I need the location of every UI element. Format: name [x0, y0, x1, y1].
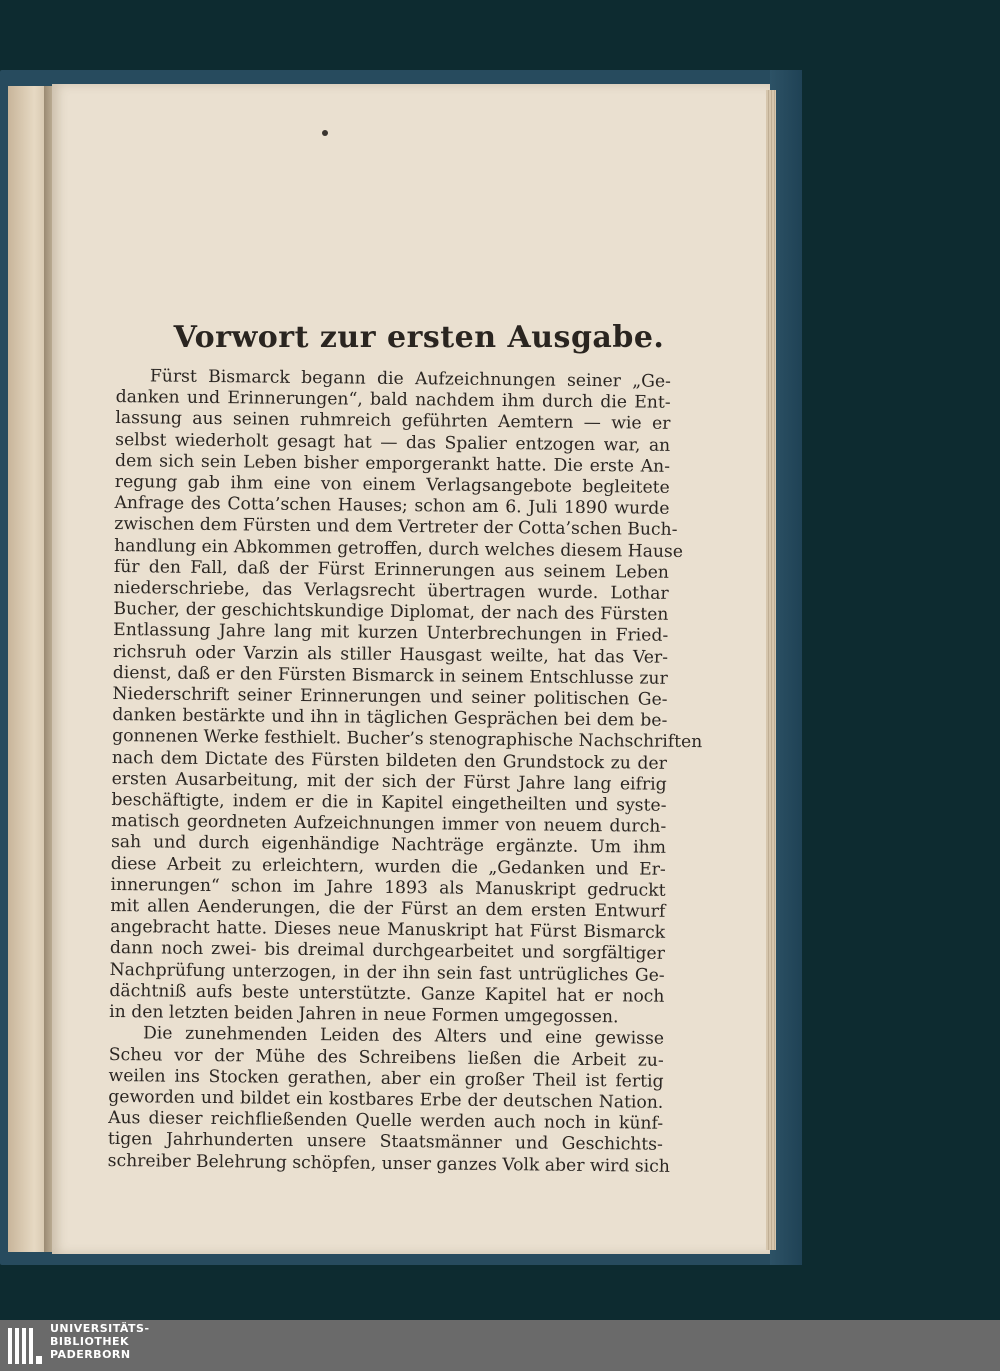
text-line: Niederschrift seiner Erinnerungen und seiner politischen Ge- — [112, 684, 668, 710]
text-line: geworden und bildet ein kostbares Erbe der deutschen Nation. — [108, 1086, 664, 1113]
text-line: diese Arbeit zu erleichtern, wurden die „Gedanken und Er- — [110, 853, 666, 880]
text-line: dann noch zwei- bis dreimal durchgearbeitet und sorgfältiger — [109, 938, 665, 965]
text-line: tigen Jahrhunderten unsere Staatsmänner und Geschichts- — [107, 1129, 663, 1156]
text-line: angebracht hatte. Dieses neue Manuskript hat Fürst Bismarck — [110, 917, 666, 944]
text-line: matisch geordneten Aufzeichnungen immer von neuem durch- — [111, 811, 667, 838]
text-line: danken und Erinnerungen“, bald nachdem ihm durch die Ent- — [115, 387, 671, 414]
body-text — [107, 366, 703, 1177]
text-line: nach dem Dictate des Fürsten bildeten den Grundstock zu der — [111, 747, 667, 774]
text-line: für den Fall, daß der Fürst Erinnerungen aus seinem Leben — [113, 556, 669, 583]
text-line: selbst wiederholt gesagt hat — das Spalier entzogen war, an — [115, 429, 671, 456]
text-line: zwischen dem Fürsten und dem Vertreter der Cotta’schen Buch- — [114, 514, 678, 541]
text-line: niederschriebe, das Verlagsrecht übertragen wurde. Lothar — [113, 578, 669, 604]
text-line: regung gab ihm eine von einem Verlagsangebote begleitete — [114, 472, 670, 498]
text-line: Die zunehmenden Leiden des Alters und eine gewisse — [142, 1023, 665, 1050]
logo-line: BIBLIOTHEK — [50, 1335, 130, 1348]
ink-dot — [322, 130, 328, 136]
text-line: ersten Ausarbeitung, mit der sich der Fürst Jahre lang eifrig — [111, 768, 667, 795]
text-line: handlung ein Abkommen getroffen, durch welches diesem Hause — [114, 535, 684, 562]
text-line: mit allen Aenderungen, die der Fürst an dem ersten Entwurf — [110, 896, 666, 922]
page-title: Vorwort zur ersten Ausgabe. — [173, 320, 665, 355]
text-line: dem sich sein Leben bisher emporgerankt hatte. Die erste An- — [114, 450, 671, 477]
text-line: weilen ins Stocken gerathen, aber ein großer Theil ist fertig — [108, 1065, 664, 1092]
logo-line: PADERBORN — [50, 1348, 131, 1361]
logo-line: UNIVERSITÄTS- — [50, 1322, 150, 1335]
footer-bar — [0, 1320, 1000, 1371]
page-stack-edge — [766, 90, 776, 1250]
text-line: innerungen“ schon im Jahre 1893 als Manuskript gedruckt — [110, 874, 666, 901]
text-line: Anfrage des Cotta’schen Hauses; schon am 6. Juli 1890 wurde — [114, 493, 670, 520]
text-line: Aus dieser reichfließenden Quelle werden auch noch in künf- — [108, 1108, 664, 1134]
text-line: Scheu vor der Mühe des Schreibens ließen die Arbeit zu- — [108, 1044, 664, 1071]
library-logo-text — [50, 1322, 150, 1361]
text-line: lassung aus seinen ruhmreich geführten Aemtern — wie er — [115, 408, 671, 435]
text-line: schreiber Belehrung schöpfen, unser ganzes Volk aber wird sich — [107, 1150, 670, 1177]
text-line: sah und durch eigenhändige Nachträge ergänzte. Um ihm — [110, 832, 667, 859]
text-line: dächtniß aufs beste unterstützte. Ganze Kapitel hat er noch — [109, 980, 665, 1007]
text-line: Entlassung Jahre lang mit kurzen Unterbrechungen in Fried- — [113, 620, 669, 647]
text-line: Bucher, der geschichtskundige Diplomat, der nach des Fürsten — [113, 599, 669, 626]
text-line: Fürst Bismarck begann die Aufzeichnungen seiner „Ge- — [149, 366, 671, 392]
text-line: richsruh oder Varzin als stiller Hausgast weilte, hat das Ver- — [112, 641, 669, 668]
text-line: danken bestärkte und ihn in täglichen Gesprächen bei dem be- — [112, 705, 668, 732]
text-line: Nachprüfung unterzogen, in der ihn sein fast untrügliches Ge- — [109, 959, 665, 986]
text-line: dienst, daß er den Fürsten Bismarck in seinem Entschlusse zur — [112, 662, 668, 689]
text-line: in den letzten beiden Jahren in neue Formen umgegossen. — [109, 1002, 619, 1028]
library-logo-icon — [6, 1326, 44, 1366]
text-line: beschäftigte, indem er die in Kapitel eingetheilten und syste- — [111, 790, 667, 816]
text-line: gonnenen Werke festhielt. Bucher’s stenographische Nachschriften — [112, 726, 703, 753]
